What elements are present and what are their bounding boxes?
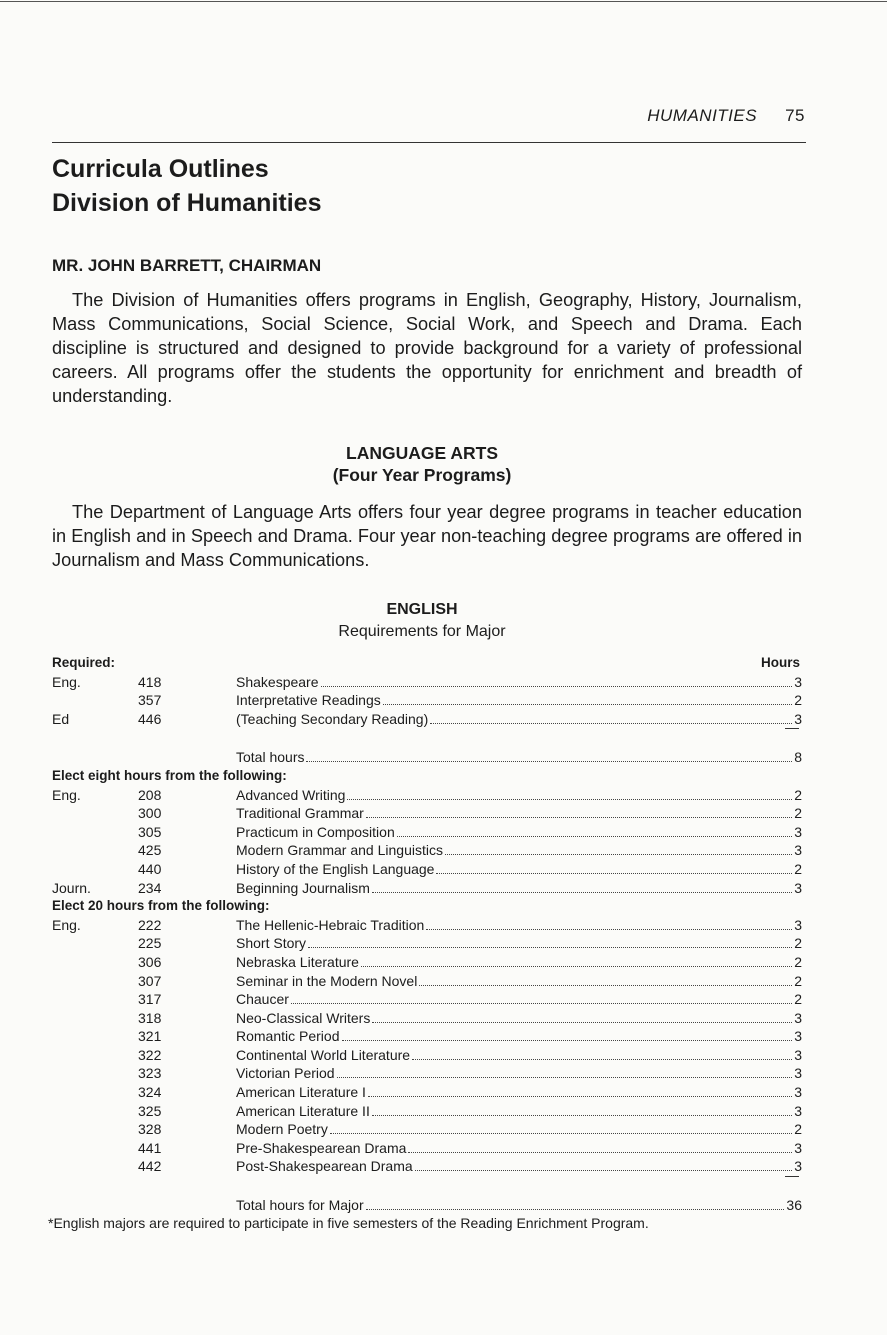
course-number: 323 <box>138 1065 162 1082</box>
page-number: 75 <box>785 106 805 125</box>
course-number: 208 <box>138 786 162 803</box>
course-entry <box>236 823 802 842</box>
dot-leader <box>321 674 793 687</box>
course-row <box>52 990 802 1009</box>
intro-paragraph-text: The Division of Humanities offers programs in English, Geography, History, Journalism, Mass Communications, Social Science, Social Work, and Speech and Drama. Each discipline is structured and designed to provide background for a variety of professional careers. All programs offer the students the opportunity for enrichment and breadth of understanding. <box>52 290 802 406</box>
course-dept: Ed <box>52 710 70 727</box>
course-hours: 3 <box>794 1158 802 1175</box>
course-entry <box>236 691 802 710</box>
course-name: Advanced Writing <box>236 786 346 803</box>
course-entry <box>236 786 802 805</box>
dot-leader <box>383 692 792 705</box>
course-row <box>52 710 802 729</box>
course-hours: 2 <box>794 786 802 803</box>
dot-leader <box>330 1121 792 1134</box>
course-name: Continental World Literature <box>236 1046 411 1063</box>
course-hours: 3 <box>794 1028 802 1045</box>
course-hours: 3 <box>794 1102 802 1119</box>
course-dept: Eng. <box>52 673 81 690</box>
course-hours: 2 <box>794 935 802 952</box>
course-hours: 3 <box>794 1065 802 1082</box>
course-entry <box>236 673 802 692</box>
course-row <box>52 1139 802 1158</box>
course-entry <box>236 879 802 898</box>
course-row <box>52 879 802 898</box>
dot-leader <box>408 1140 792 1153</box>
course-number: 234 <box>138 879 162 896</box>
course-hours: 3 <box>794 823 802 840</box>
course-entry <box>236 1046 802 1065</box>
course-name: (Teaching Secondary Reading) <box>236 710 429 727</box>
course-number: 441 <box>138 1139 162 1156</box>
dot-leader <box>291 991 792 1004</box>
dot-leader <box>436 861 792 874</box>
required-section-label: Required: <box>52 655 116 670</box>
course-hours: 2 <box>794 972 802 989</box>
required-total-entry <box>236 748 802 767</box>
running-header-section: HUMANITIES <box>647 106 758 125</box>
course-entry <box>236 804 802 823</box>
course-name: Practicum in Composition <box>236 823 395 840</box>
course-name: Post-Shakespearean Drama <box>236 1158 413 1175</box>
course-entry <box>236 1083 802 1102</box>
course-number: 328 <box>138 1121 162 1138</box>
dot-leader <box>366 1197 785 1210</box>
course-hours: 2 <box>794 860 802 877</box>
language-arts-subheading: (Four Year Programs) <box>332 465 512 485</box>
dot-leader <box>342 1028 793 1041</box>
course-row <box>52 972 802 991</box>
dot-leader <box>415 1158 793 1171</box>
course-number: 222 <box>138 916 162 933</box>
course-entry <box>236 972 802 991</box>
required-total-hours: 8 <box>794 749 802 766</box>
course-name: Chaucer <box>236 991 289 1008</box>
course-row <box>52 1157 802 1176</box>
dot-leader <box>372 880 792 893</box>
elect-eight-section-label: Elect eight hours from the following: <box>52 767 287 783</box>
dot-leader <box>419 973 792 986</box>
course-hours: 3 <box>794 1046 802 1063</box>
language-arts-heading: LANGUAGE ARTS <box>346 443 498 463</box>
course-entry <box>236 1102 802 1121</box>
course-name: Short Story <box>236 935 307 952</box>
page-title-line-1: Curricula Outlines <box>52 155 269 183</box>
course-hours: 3 <box>794 879 802 896</box>
major-total <box>52 1196 802 1215</box>
sum-rule <box>785 728 799 729</box>
course-entry <box>236 1139 802 1158</box>
course-row <box>52 691 802 710</box>
course-number: 324 <box>138 1084 162 1101</box>
course-name: Shakespeare <box>236 673 319 690</box>
course-name: Interpretative Readings <box>236 692 381 709</box>
course-name: Traditional Grammar <box>236 805 364 822</box>
page-title-line-2: Division of Humanities <box>52 189 322 217</box>
course-entry <box>236 953 802 972</box>
course-number: 322 <box>138 1046 162 1063</box>
footnote: *English majors are required to participate in five semesters of the Reading Enrichment Program. <box>48 1215 649 1231</box>
course-row <box>52 841 802 860</box>
course-name: Nebraska Literature <box>236 953 359 970</box>
course-hours: 2 <box>794 692 802 709</box>
course-name: History of the English Language <box>236 860 435 877</box>
course-number: 418 <box>138 673 162 690</box>
elect-twenty-section-label: Elect 20 hours from the following: <box>52 898 270 914</box>
course-hours: 3 <box>794 1084 802 1101</box>
course-number: 318 <box>138 1009 162 1026</box>
chairman-heading: MR. JOHN BARRETT, CHAIRMAN <box>52 256 322 275</box>
course-entry <box>236 1157 802 1176</box>
course-dept: Eng. <box>52 786 81 803</box>
dot-leader <box>337 1065 793 1078</box>
course-number: 357 <box>138 692 162 709</box>
required-total-label: Total hours <box>236 749 305 766</box>
course-name: Seminar in the Modern Novel <box>236 972 418 989</box>
dot-leader <box>397 824 792 837</box>
dot-leader <box>426 917 792 930</box>
dot-leader <box>445 842 792 855</box>
dot-leader <box>368 1084 792 1097</box>
course-hours: 3 <box>794 673 802 690</box>
course-dept: Journ. <box>52 879 91 896</box>
course-number: 325 <box>138 1102 162 1119</box>
course-number: 317 <box>138 991 162 1008</box>
english-subheading: Requirements for Major <box>338 623 506 640</box>
course-name: The Hellenic-Hebraic Tradition <box>236 916 425 933</box>
dot-leader <box>372 1010 792 1023</box>
dot-leader <box>430 711 792 724</box>
course-row <box>52 1064 802 1083</box>
course-row <box>52 786 802 805</box>
course-entry <box>236 710 802 729</box>
course-hours: 3 <box>794 1009 802 1026</box>
course-entry <box>236 934 802 953</box>
dot-leader <box>308 935 792 948</box>
course-row <box>52 860 802 879</box>
required-total <box>52 748 802 767</box>
course-row <box>52 934 802 953</box>
course-entry <box>236 860 802 879</box>
course-requirements-table <box>52 654 802 1215</box>
major-total-spacer <box>52 1176 802 1196</box>
dot-leader <box>412 1047 792 1060</box>
major-total-hours: 36 <box>786 1197 802 1214</box>
major-total-label: Total hours for Major <box>236 1197 364 1214</box>
sum-rule <box>785 1176 799 1177</box>
dot-leader <box>361 954 792 967</box>
course-number: 307 <box>138 972 162 989</box>
course-hours: 3 <box>794 710 802 727</box>
course-row <box>52 1009 802 1028</box>
major-total-entry <box>236 1196 802 1215</box>
elect-twenty-section <box>52 897 802 916</box>
course-hours: 2 <box>794 1121 802 1138</box>
course-hours: 3 <box>794 1139 802 1156</box>
course-dept: Eng. <box>52 916 81 933</box>
course-number: 440 <box>138 860 162 877</box>
language-arts-paragraph <box>52 500 802 572</box>
header-rule <box>52 142 806 143</box>
course-row <box>52 1120 802 1139</box>
course-number: 321 <box>138 1028 162 1045</box>
course-row <box>52 1046 802 1065</box>
dot-leader <box>306 749 792 762</box>
top-edge-rule <box>0 1 887 2</box>
course-name: Romantic Period <box>236 1028 340 1045</box>
course-row <box>52 1083 802 1102</box>
course-number: 446 <box>138 710 162 727</box>
course-number: 425 <box>138 842 162 859</box>
course-hours: 3 <box>794 842 802 859</box>
course-name: Pre-Shakespearean Drama <box>236 1139 407 1156</box>
running-header <box>52 106 805 126</box>
dot-leader <box>347 787 792 800</box>
course-name: Modern Poetry <box>236 1121 328 1138</box>
course-entry <box>236 1120 802 1139</box>
course-entry <box>236 841 802 860</box>
course-row <box>52 1102 802 1121</box>
course-entry <box>236 1064 802 1083</box>
course-name: Modern Grammar and Linguistics <box>236 842 443 859</box>
course-row <box>52 916 802 935</box>
elect-eight-section <box>52 767 802 786</box>
course-row <box>52 804 802 823</box>
course-entry <box>236 1009 802 1028</box>
dot-leader <box>366 805 792 818</box>
course-hours: 2 <box>794 953 802 970</box>
english-heading: ENGLISH <box>386 601 458 618</box>
course-row <box>52 673 802 692</box>
course-number: 442 <box>138 1158 162 1175</box>
course-name: American Literature II <box>236 1102 370 1119</box>
course-number: 225 <box>138 935 162 952</box>
required-total-spacer <box>52 728 802 748</box>
course-row <box>52 1027 802 1046</box>
course-number: 306 <box>138 953 162 970</box>
course-entry <box>236 1027 802 1046</box>
course-row <box>52 953 802 972</box>
course-name: American Literature I <box>236 1084 366 1101</box>
course-name: Neo-Classical Writers <box>236 1009 371 1026</box>
course-name: Victorian Period <box>236 1065 335 1082</box>
course-name: Beginning Journalism <box>236 879 370 896</box>
language-arts-paragraph-text: The Department of Language Arts offers four year degree programs in teacher education in English and in Speech and Drama. Four year non-teaching degree programs are offered in Journalism and Mass Communications. <box>52 502 802 570</box>
course-entry <box>236 916 802 935</box>
intro-paragraph <box>52 288 802 408</box>
page-title <box>52 152 321 220</box>
course-number: 305 <box>138 823 162 840</box>
course-hours: 3 <box>794 916 802 933</box>
dot-leader <box>372 1103 792 1116</box>
course-entry <box>236 990 802 1009</box>
course-hours: 2 <box>794 991 802 1008</box>
hours-column-header: Hours <box>760 655 800 670</box>
course-number: 300 <box>138 805 162 822</box>
required-section <box>52 654 802 673</box>
course-row <box>52 823 802 842</box>
course-hours: 2 <box>794 805 802 822</box>
